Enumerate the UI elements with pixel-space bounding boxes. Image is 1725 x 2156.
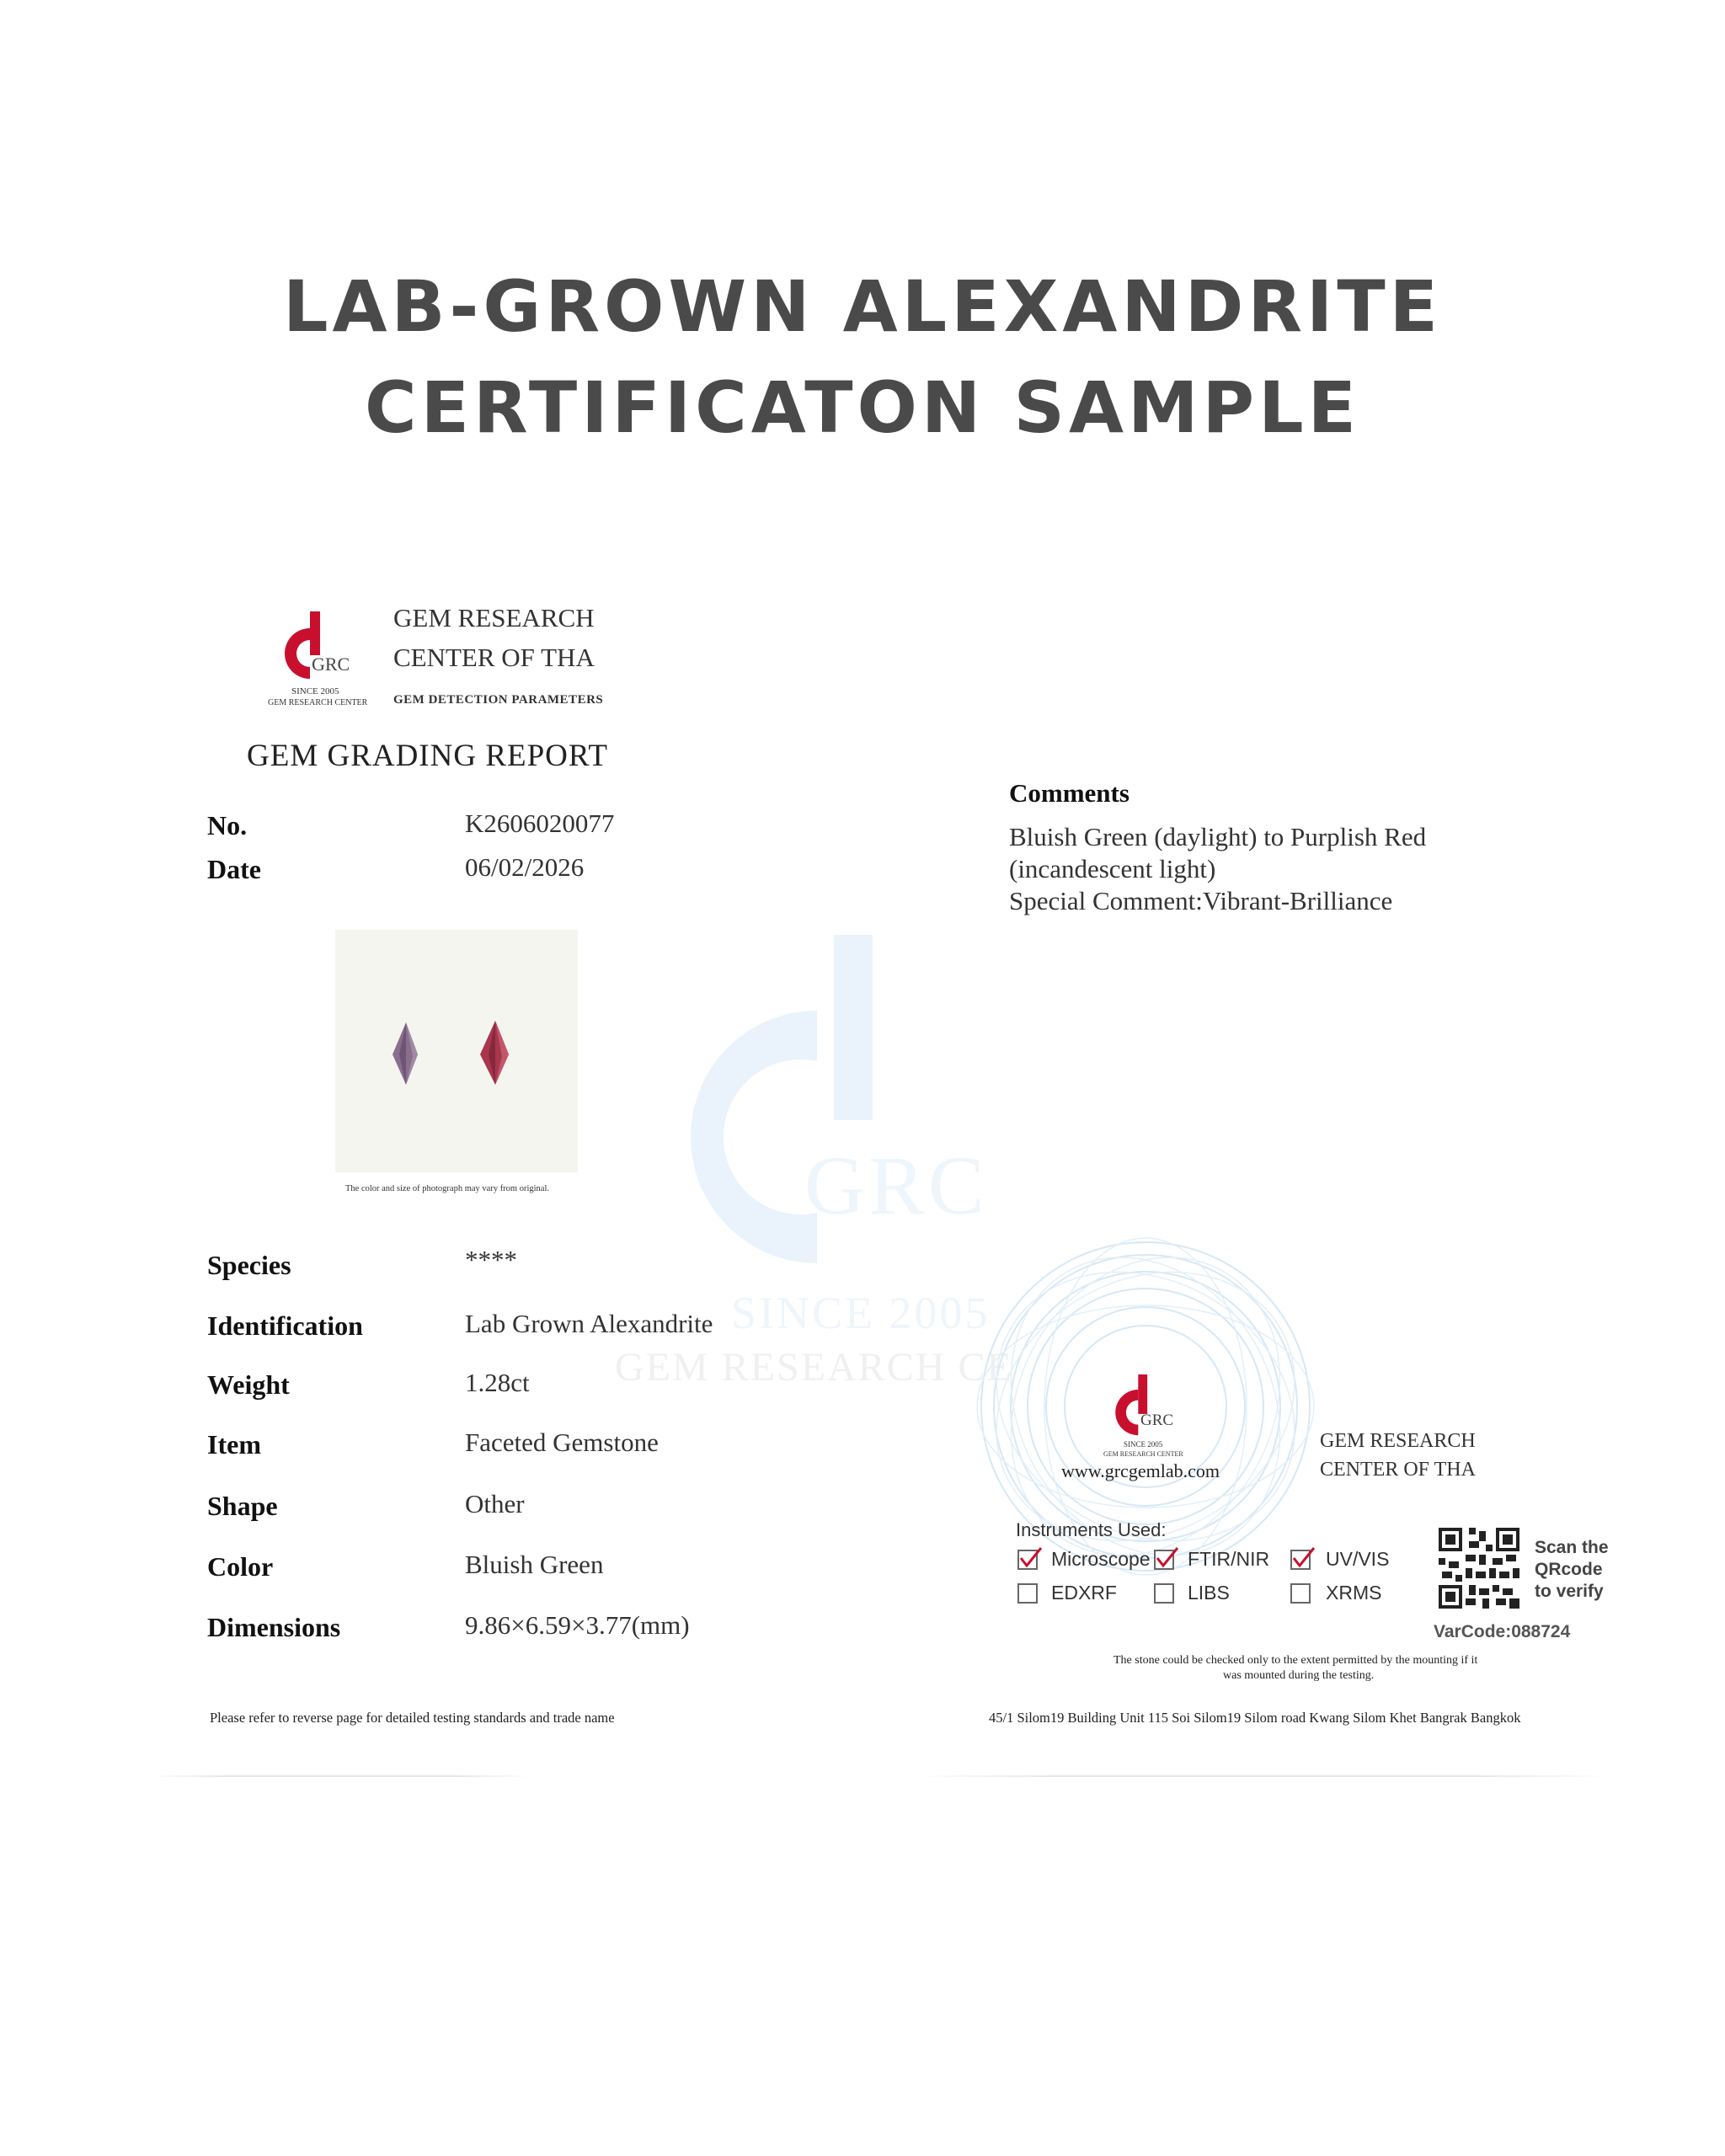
color-label: Color xyxy=(207,1551,274,1582)
disclaimer-line-2: was mounted during the testing. xyxy=(1223,1669,1375,1682)
photo-caption: The color and size of photograph may vary from original. xyxy=(345,1184,550,1193)
comments-line-1: Bluish Green (daylight) to Purplish Red xyxy=(1009,822,1427,851)
ftir-nir-checkmark-icon xyxy=(1152,1545,1181,1572)
comments-line-2: (incandescent light) xyxy=(1009,854,1216,883)
footer-note: Please refer to reverse page for detailed testing standards and trade name xyxy=(210,1710,615,1726)
var-code: VarCode:088724 xyxy=(1434,1622,1571,1641)
seal-name-line-2: CENTER OF THA xyxy=(1320,1459,1476,1481)
watermark-since: SINCE 2005 xyxy=(731,1288,991,1338)
shape-label: Shape xyxy=(207,1491,278,1521)
seal-since: SINCE 2005 xyxy=(1124,1440,1163,1449)
report-date-value: 06/02/2026 xyxy=(465,852,585,882)
qr-hint-line-2: QRcode xyxy=(1535,1560,1603,1579)
report-date-label: Date xyxy=(207,854,261,884)
item-value: Faceted Gemstone xyxy=(465,1428,659,1457)
headline-line-1: LAB-GROWN ALEXANDRITE xyxy=(283,265,1442,348)
edxrf-checkbox xyxy=(1017,1583,1038,1604)
watermark-name: GEM RESEARCH CE xyxy=(615,1345,1013,1390)
watermark-mark: GRC xyxy=(804,1139,988,1232)
report-number-value: K2606020077 xyxy=(465,808,615,838)
shape-value: Other xyxy=(465,1489,525,1518)
weight-label: Weight xyxy=(207,1369,290,1400)
footer-divider-left xyxy=(152,1775,531,1777)
instruments-label: Instruments Used: xyxy=(1016,1519,1167,1540)
seal-full-name: GEM RESEARCH CENTER xyxy=(1103,1450,1183,1458)
comments-line-3: Special Comment:Vibrant-Brilliance xyxy=(1009,886,1393,915)
ftir-nir-label: FTIR/NIR xyxy=(1188,1548,1270,1570)
color-value: Bluish Green xyxy=(465,1550,604,1579)
org-tagline: GEM DETECTION PARAMETERS xyxy=(393,693,604,707)
libs-checkbox xyxy=(1154,1583,1174,1604)
footer-address: 45/1 Silom19 Building Unit 115 Soi Silom19 Silom road Kwang Silom Khet Bangrak Bangkok xyxy=(989,1710,1521,1726)
seal-website: www.grcgemlab.com xyxy=(1061,1460,1220,1481)
edxrf-label: EDXRF xyxy=(1051,1582,1117,1604)
microscope-checkmark-icon xyxy=(1016,1545,1044,1572)
gemstone-pair-icon xyxy=(335,930,578,1172)
seal-name-line-1: GEM RESEARCH xyxy=(1320,1430,1476,1452)
dimensions-value: 9.86×6.59×3.77(mm) xyxy=(465,1610,690,1640)
xrms-label: XRMS xyxy=(1326,1582,1382,1604)
comments-label: Comments xyxy=(1009,778,1130,808)
item-label: Item xyxy=(207,1429,261,1460)
report-title: GEM GRADING REPORT xyxy=(247,739,608,773)
qr-hint-line-3: to verify xyxy=(1535,1582,1604,1601)
logo-since: SINCE 2005 xyxy=(291,686,339,696)
uv-vis-label: UV/VIS xyxy=(1326,1548,1390,1570)
libs-label: LIBS xyxy=(1188,1582,1230,1604)
uv-vis-checkmark-icon xyxy=(1289,1545,1317,1572)
report-number-label: No. xyxy=(207,810,248,841)
org-name-line-1: GEM RESEARCH xyxy=(393,603,595,632)
identification-label: Identification xyxy=(207,1310,363,1341)
qr-hint-line-1: Scan the xyxy=(1535,1538,1609,1557)
footer-divider-right xyxy=(918,1775,1609,1777)
qr-code-icon[interactable] xyxy=(1439,1528,1519,1609)
gem-photo xyxy=(335,930,578,1172)
logo-full-name: GEM RESEARCH CENTER xyxy=(268,698,368,707)
org-name-line-2: CENTER OF THA xyxy=(393,643,595,672)
disclaimer-line-1: The stone could be checked only to the extent permitted by the mounting if it xyxy=(1114,1654,1478,1667)
headline-line-2: CERTIFICATON SAMPLE xyxy=(364,366,1361,449)
microscope-label: Microscope xyxy=(1051,1548,1151,1570)
dimensions-label: Dimensions xyxy=(207,1612,341,1642)
species-value: **** xyxy=(465,1245,517,1274)
seal-mark: GRC xyxy=(1140,1412,1174,1429)
identification-value: Lab Grown Alexandrite xyxy=(465,1309,713,1338)
logo-mark: GRC xyxy=(312,654,350,675)
xrms-checkbox xyxy=(1290,1583,1311,1604)
species-label: Species xyxy=(207,1250,291,1280)
weight-value: 1.28ct xyxy=(465,1368,530,1397)
